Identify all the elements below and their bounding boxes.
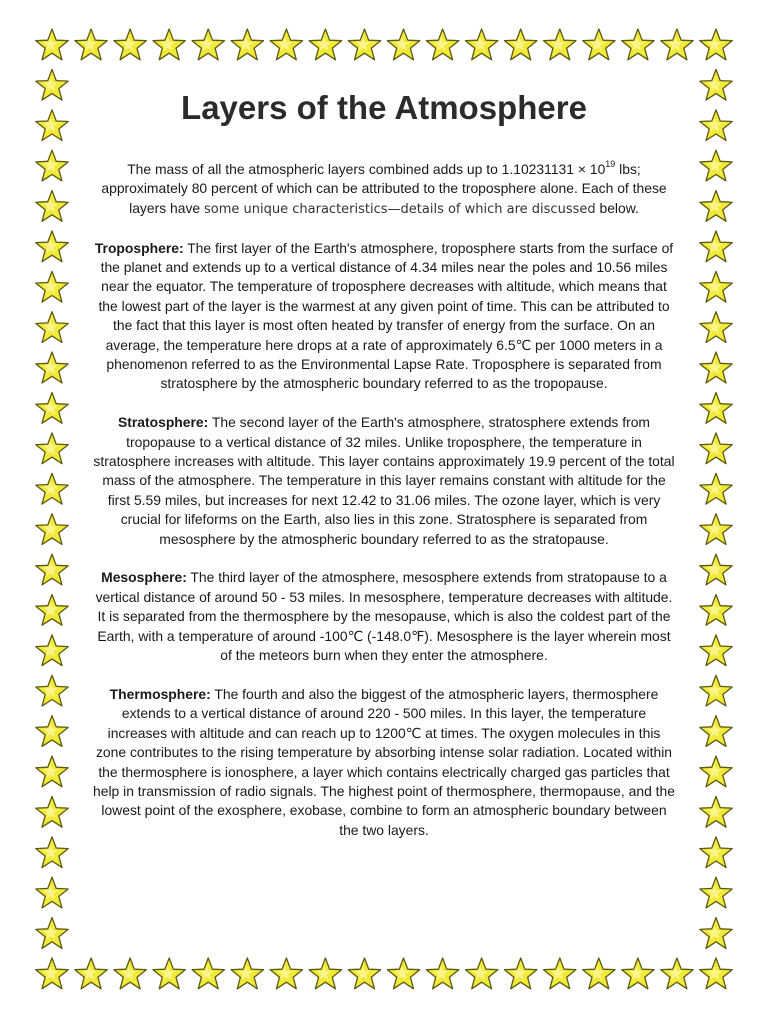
section-heading: Troposphere: [94, 239, 184, 256]
star-icon [36, 29, 68, 60]
star-icon [700, 231, 732, 262]
star-icon [700, 312, 732, 343]
star-icon [700, 918, 732, 949]
intro-exponent: 19 [605, 159, 616, 170]
star-icon [700, 69, 732, 100]
star-icon [153, 29, 185, 60]
star-icon [36, 756, 68, 787]
section-body: The fourth and also the biggest of the atmospheric layers, thermosphere extends to a vertical distance of around 220 - 500 miles. In this layer, the temperature increases with altitude and can reach up to 1200℃ at times. The oxygen molecules in this zone contributes to the rising temperature by absorbing intense solar radiation. Located within the thermosphere is ionosphere, a layer which contains electrically charged gas particles that help in transmission of radio signals. The highest point of thermosphere, thermopause, and the lowest point of the exosphere, exobase, combine to form an atmospheric boundary between the two layers. [93, 685, 675, 838]
star-icon [348, 29, 380, 60]
star-icon [36, 595, 68, 626]
star-icon [622, 29, 654, 60]
thermosphere-paragraph [92, 685, 676, 840]
stratosphere-paragraph [92, 413, 676, 549]
star-icon [153, 958, 185, 989]
star-icon [700, 716, 732, 747]
star-icon [661, 29, 693, 60]
document-content [92, 88, 676, 860]
star-icon [270, 29, 302, 60]
star-icon [466, 958, 498, 989]
intro-text-continued: lbs; approximately 80 percent of which can be attributed to the troposphere alone. Each of these layers have [101, 161, 667, 216]
star-icon [700, 554, 732, 585]
star-icon [700, 675, 732, 706]
star-icon [75, 958, 107, 989]
star-icon [309, 29, 341, 60]
star-icon [309, 958, 341, 989]
intro-text-alt-font: some unique characteristics—details of which are discussed [204, 201, 596, 217]
star-icon [700, 635, 732, 666]
star-icon [192, 29, 224, 60]
star-icon [36, 191, 68, 222]
star-icon [36, 716, 68, 747]
star-icon [114, 958, 146, 989]
star-icon [36, 514, 68, 545]
star-icon [700, 595, 732, 626]
section-body: The second layer of the Earth's atmosphere, stratosphere extends from tropopause to a vertical distance of 32 miles. Unlike troposphere, the temperature in stratosphere increases with altitude. This layer contains approximately 19.9 percent of the total mass of the atmosphere. The temperature in this layer remains constant with altitude for the first 5.59 miles, but increases for next 12.42 to 31.06 miles. The ozone layer, which is very crucial for lifeforms on the Earth, also lies in this zone. Stratosphere is separated from mesosphere by the atmospheric boundary referred to as the stratopause. [93, 414, 675, 547]
star-icon [231, 958, 263, 989]
star-icon [114, 29, 146, 60]
star-icon [36, 675, 68, 706]
star-icon [426, 29, 458, 60]
star-icon [75, 29, 107, 60]
star-icon [700, 393, 732, 424]
troposphere-paragraph [92, 239, 676, 394]
star-icon [36, 958, 68, 989]
star-icon [36, 837, 68, 868]
star-icon [36, 473, 68, 504]
section-body: The third layer of the atmosphere, mesosphere extends from stratopause to a vertical distance of around 50 - 53 miles. In mesosphere, temperature decreases with altitude. It is separated from the thermosphere by the mesopause, which is also the coldest part of the Earth, with a temperature of around -100℃ (-148.0℉). Mesosphere is the layer wherein most of the meteors burn when they enter the atmosphere. [95, 569, 673, 664]
star-icon [36, 69, 68, 100]
star-icon [583, 958, 615, 989]
star-icon [700, 756, 732, 787]
page-title: Layers of the Atmosphere [181, 89, 587, 126]
star-icon [700, 958, 732, 989]
star-icon [700, 877, 732, 908]
section-body: The first layer of the Earth's atmosphere, troposphere starts from the surface of the planet and extends up to a vertical distance of 4.34 miles near the poles and 10.56 miles near the equator. The temperature of troposphere decreases with altitude, which means that the lowest part of the layer is the warmest at any given point of time. This can be attributed to the fact that this layer is most often heated by transfer of energy from the surface. On an average, the temperature here drops at a rate of approximately 6.5℃ per 1000 meters in a phenomenon referred to as the Environmental Lapse Rate. Troposphere is separated from stratosphere by the atmospheric boundary referred to as the tropopause. [98, 239, 674, 392]
star-icon [36, 393, 68, 424]
star-icon [36, 312, 68, 343]
star-icon [700, 473, 732, 504]
star-icon [36, 796, 68, 827]
star-icon [270, 958, 302, 989]
star-icon [348, 958, 380, 989]
star-icon [426, 958, 458, 989]
star-icon [387, 958, 419, 989]
star-icon [36, 433, 68, 464]
star-icon [231, 29, 263, 60]
intro-text: The mass of all the atmospheric layers combined adds up to 1.10231131 × 10 [127, 161, 606, 177]
star-icon [36, 877, 68, 908]
star-icon [505, 958, 537, 989]
intro-paragraph [92, 160, 676, 219]
star-icon [700, 110, 732, 141]
mesosphere-paragraph [92, 568, 676, 665]
section-heading: Stratosphere: [117, 414, 209, 431]
section-heading: Thermosphere: [109, 685, 211, 702]
intro-text-end: below. [595, 199, 639, 216]
star-icon [700, 191, 732, 222]
star-icon [466, 29, 498, 60]
star-icon [583, 29, 615, 60]
section-heading: Mesosphere: [101, 569, 187, 586]
star-icon [505, 29, 537, 60]
star-icon [36, 231, 68, 262]
star-icon [700, 837, 732, 868]
star-icon [36, 150, 68, 181]
star-icon [36, 110, 68, 141]
star-icon [544, 29, 576, 60]
star-icon [387, 29, 419, 60]
star-icon [700, 29, 732, 60]
star-icon [36, 554, 68, 585]
star-icon [544, 958, 576, 989]
star-icon [700, 271, 732, 302]
star-icon [700, 433, 732, 464]
star-icon [36, 352, 68, 383]
star-icon [700, 150, 732, 181]
star-icon [36, 918, 68, 949]
star-icon [192, 958, 224, 989]
star-icon [622, 958, 654, 989]
star-icon [36, 635, 68, 666]
star-icon [700, 796, 732, 827]
star-icon [700, 514, 732, 545]
star-icon [36, 271, 68, 302]
star-icon [700, 352, 732, 383]
star-icon [661, 958, 693, 989]
